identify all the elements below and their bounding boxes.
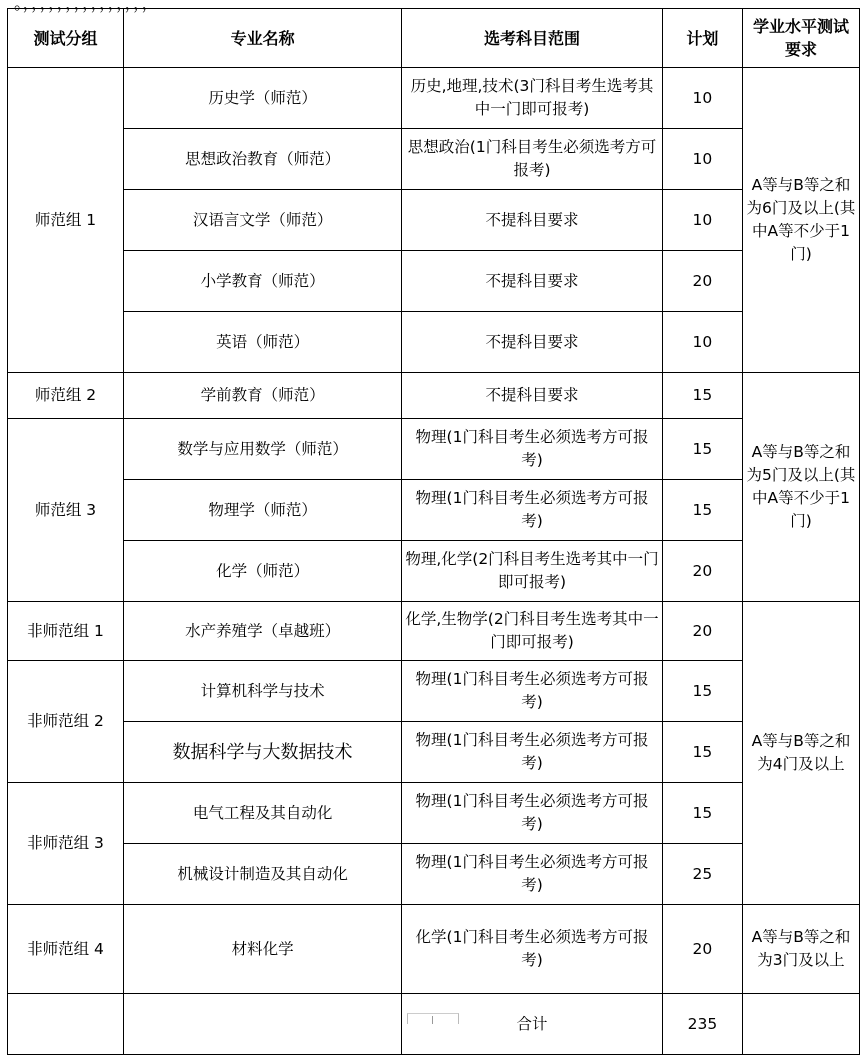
subjects-cell: 物理(1门科目考生必须选考方可报考) [402, 419, 663, 480]
major-cell: 小学教育（师范） [123, 251, 401, 312]
plan-cell: 20 [662, 602, 742, 661]
subjects-cell: 不提科目要求 [402, 251, 663, 312]
cursor-marker [407, 1013, 459, 1024]
group-cell: 师范组 1 [8, 68, 124, 373]
major-cell: 历史学（师范） [123, 68, 401, 129]
group-cell: 非师范组 2 [8, 661, 124, 783]
table-row [8, 783, 860, 844]
subjects-cell: 物理(1门科目考生必须选考方可报考) [402, 783, 663, 844]
total-empty-cell [123, 994, 401, 1055]
table-row [8, 373, 860, 419]
subjects-cell: 物理(1门科目考生必须选考方可报考) [402, 480, 663, 541]
plan-cell: 25 [662, 844, 742, 905]
requirement-cell: A等与B等之和为5门及以上(其中A等不少于1门) [742, 373, 859, 602]
header-row [8, 9, 860, 68]
major-cell: 汉语言文学（师范） [123, 190, 401, 251]
plan-cell: 10 [662, 312, 742, 373]
plan-cell: 15 [662, 480, 742, 541]
subjects-cell: 不提科目要求 [402, 312, 663, 373]
subjects-cell: 思想政治(1门科目考生必须选考方可报考) [402, 129, 663, 190]
plan-cell: 15 [662, 722, 742, 783]
table-row [8, 480, 860, 541]
major-cell: 思想政治教育（师范） [123, 129, 401, 190]
plan-cell: 10 [662, 190, 742, 251]
subjects-cell: 化学,生物学(2门科目考生选考其中一门即可报考) [402, 602, 663, 661]
plan-cell: 15 [662, 661, 742, 722]
header-subjects: 选考科目范围 [402, 9, 663, 68]
total-empty-cell [742, 994, 859, 1055]
cropped-heading-text: 。，，，，，，，，，，，，，，， [14, 0, 159, 14]
admission-plan-table [7, 8, 860, 1055]
major-cell: 化学（师范） [123, 541, 401, 602]
group-cell: 非师范组 3 [8, 783, 124, 905]
requirement-cell: A等与B等之和为3门及以上 [742, 905, 859, 994]
table-row [8, 541, 860, 602]
subjects-cell: 物理(1门科目考生必须选考方可报考) [402, 844, 663, 905]
table-row [8, 251, 860, 312]
table-row [8, 68, 860, 129]
plan-cell: 15 [662, 783, 742, 844]
subjects-cell: 物理(1门科目考生必须选考方可报考) [402, 722, 663, 783]
plan-cell: 20 [662, 541, 742, 602]
plan-cell: 15 [662, 373, 742, 419]
major-cell: 物理学（师范） [123, 480, 401, 541]
table-row [8, 190, 860, 251]
group-cell: 非师范组 1 [8, 602, 124, 661]
plan-cell: 20 [662, 251, 742, 312]
subjects-cell: 物理(1门科目考生必须选考方可报考) [402, 661, 663, 722]
table-row [8, 661, 860, 722]
major-cell: 机械设计制造及其自动化 [123, 844, 401, 905]
plan-cell: 15 [662, 419, 742, 480]
header-major: 专业名称 [123, 9, 401, 68]
table-row [8, 312, 860, 373]
major-cell: 数学与应用数学（师范） [123, 419, 401, 480]
subjects-cell: 不提科目要求 [402, 190, 663, 251]
plan-cell: 20 [662, 905, 742, 994]
group-cell: 非师范组 4 [8, 905, 124, 994]
major-cell: 电气工程及其自动化 [123, 783, 401, 844]
group-cell: 师范组 2 [8, 373, 124, 419]
major-cell: 英语（师范） [123, 312, 401, 373]
major-cell: 计算机科学与技术 [123, 661, 401, 722]
subjects-cell: 历史,地理,技术(3门科目考生选考其中一门即可报考) [402, 68, 663, 129]
major-cell: 学前教育（师范） [123, 373, 401, 419]
header-plan: 计划 [662, 9, 742, 68]
major-cell: 材料化学 [123, 905, 401, 994]
plan-cell: 10 [662, 68, 742, 129]
subjects-cell: 化学(1门科目考生必须选考方可报考) [402, 905, 663, 994]
table-row [8, 722, 860, 783]
subjects-cell: 物理,化学(2门科目考生选考其中一门即可报考) [402, 541, 663, 602]
total-empty-cell [8, 994, 124, 1055]
total-label: 合计 [402, 994, 663, 1055]
total-plan: 235 [662, 994, 742, 1055]
total-row [8, 994, 860, 1055]
requirement-cell: A等与B等之和为4门及以上 [742, 602, 859, 905]
table-row [8, 419, 860, 480]
group-cell: 师范组 3 [8, 419, 124, 602]
table-row [8, 602, 860, 661]
major-cell: 水产养殖学（卓越班） [123, 602, 401, 661]
requirement-cell: A等与B等之和为6门及以上(其中A等不少于1门) [742, 68, 859, 373]
subjects-cell: 不提科目要求 [402, 373, 663, 419]
plan-cell: 10 [662, 129, 742, 190]
table-row [8, 844, 860, 905]
header-requirement: 学业水平测试要求 [742, 9, 859, 68]
table-row [8, 129, 860, 190]
major-cell: 数据科学与大数据技术 [123, 722, 401, 783]
table-row [8, 905, 860, 994]
header-group: 测试分组 [8, 9, 124, 68]
